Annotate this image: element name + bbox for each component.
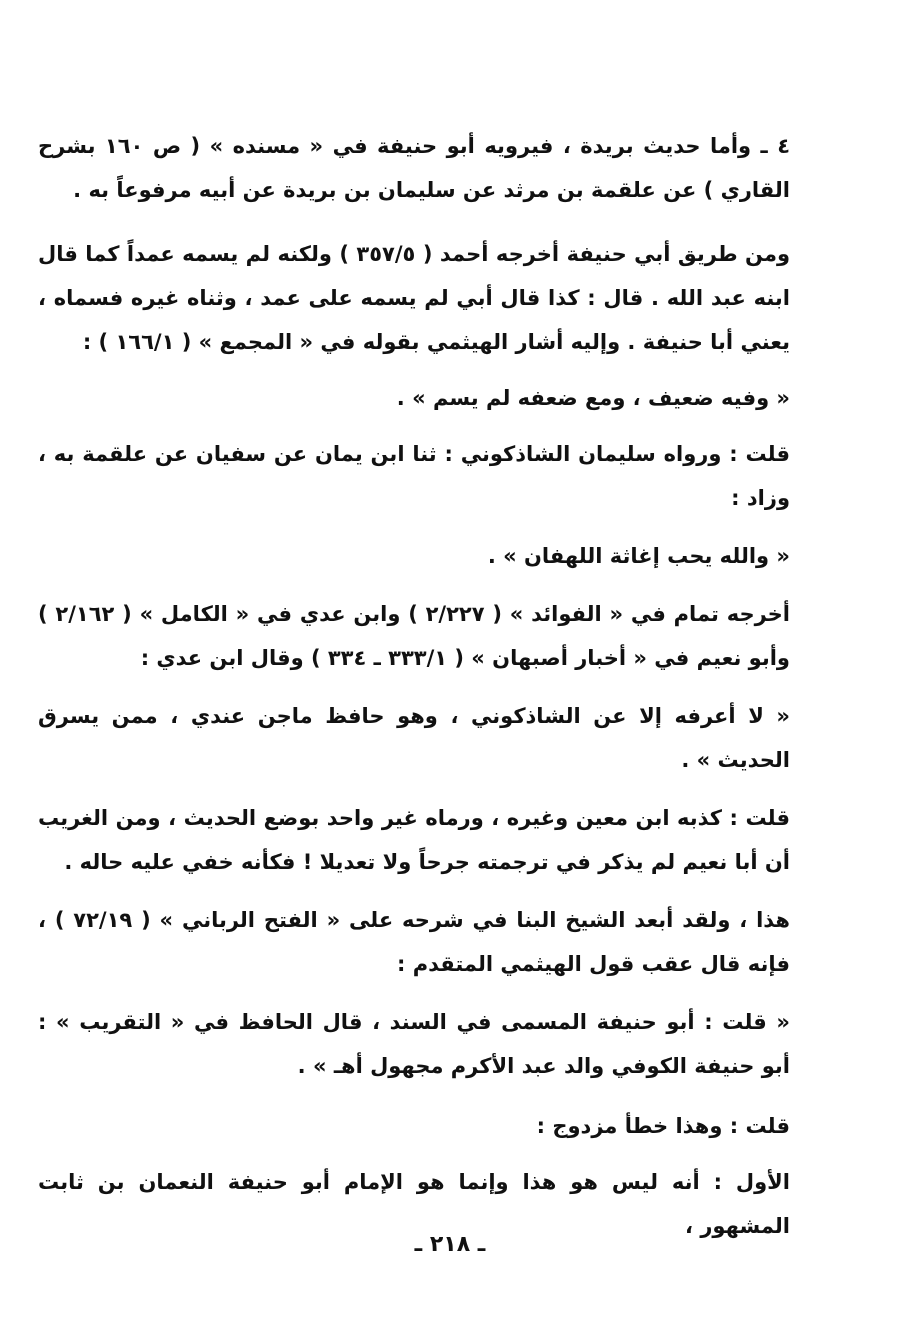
paragraph-text: ومن طريق أبي حنيفة أخرجه أحمد ( ٣٥٧/٥ ) ولكنه لم يسمه عمداً كما قال ابنه عبد الله . قال : كذا قال أبي لم يسمه على عمد ، وثناه غيره فسماه ، يعني أبا حنيفة . وإليه أشار الهيثمي بقوله في « المجمع » ( ١٦٦/١ ) :: [38, 242, 790, 354]
page-number: ـ ٢١٨ ـ: [414, 1232, 486, 1257]
paragraph-9: [38, 898, 790, 986]
paragraph-3-quote: [38, 376, 790, 420]
paragraph-text: الأول : أنه ليس هو هذا وإنما هو الإمام أبو حنيفة النعمان بن ثابت المشهور ،: [38, 1170, 790, 1238]
paragraph-text: قلت : ورواه سليمان الشاذكوني : ثنا ابن يمان عن سفيان عن علقمة به ، وزاد :: [38, 442, 790, 510]
paragraph-text: قلت : كذبه ابن معين وغيره ، ورماه غير واحد بوضع الحديث ، ومن الغريب أن أبا نعيم لم يذكر في ترجمته جرحاً ولا تعديلا ! فكأنه خفي عليه حاله .: [38, 806, 790, 874]
paragraph-text: « وفيه ضعيف ، ومع ضعفه لم يسم » .: [396, 386, 790, 410]
paragraph-text: هذا ، ولقد أبعد الشيخ البنا في شرحه على « الفتح الرباني » ( ٧٢/١٩ ) ، فإنه قال عقب قول الهيثمي المتقدم :: [38, 908, 790, 976]
paragraph-text: قلت : وهذا خطأ مزدوج :: [536, 1114, 790, 1138]
paragraph-8: [38, 796, 790, 884]
paragraph-text: أخرجه تمام في « الفوائد » ( ٢/٢٢٧ ) وابن عدي في « الكامل » ( ٢/١٦٢ ) وأبو نعيم في « أخبار أصبهان » ( ٣٣٣/١ ـ ٣٣٤ ) وقال ابن عدي :: [38, 602, 790, 670]
paragraph-1: [38, 124, 790, 212]
paragraph-4: [38, 432, 790, 520]
paragraph-2: [38, 232, 790, 364]
paragraph-text: ٤ ـ وأما حديث بريدة ، فيرويه أبو حنيفة في « مسنده » ( ص ١٦٠ بشرح القاري ) عن علقمة بن مرثد عن سليمان بن بريدة عن أبيه مرفوعاً به .: [38, 134, 791, 202]
paragraph-7-quote: [38, 694, 790, 782]
paragraph-text: « لا أعرفه إلا عن الشاذكوني ، وهو حافظ ماجن عندي ، ممن يسرق الحديث » .: [38, 704, 790, 772]
paragraph-5-quote: [38, 534, 790, 578]
paragraph-text: « قلت : أبو حنيفة المسمى في السند ، قال الحافظ في « التقريب » : أبو حنيفة الكوفي والد عبد الأكرم مجهول أهـ » .: [38, 1010, 790, 1078]
paragraph-10-quote: [38, 1000, 790, 1088]
paragraph-6: [38, 592, 790, 680]
paragraph-text: « والله يحب إغاثة اللهفان » .: [487, 544, 790, 568]
paragraph-11: [38, 1104, 790, 1148]
